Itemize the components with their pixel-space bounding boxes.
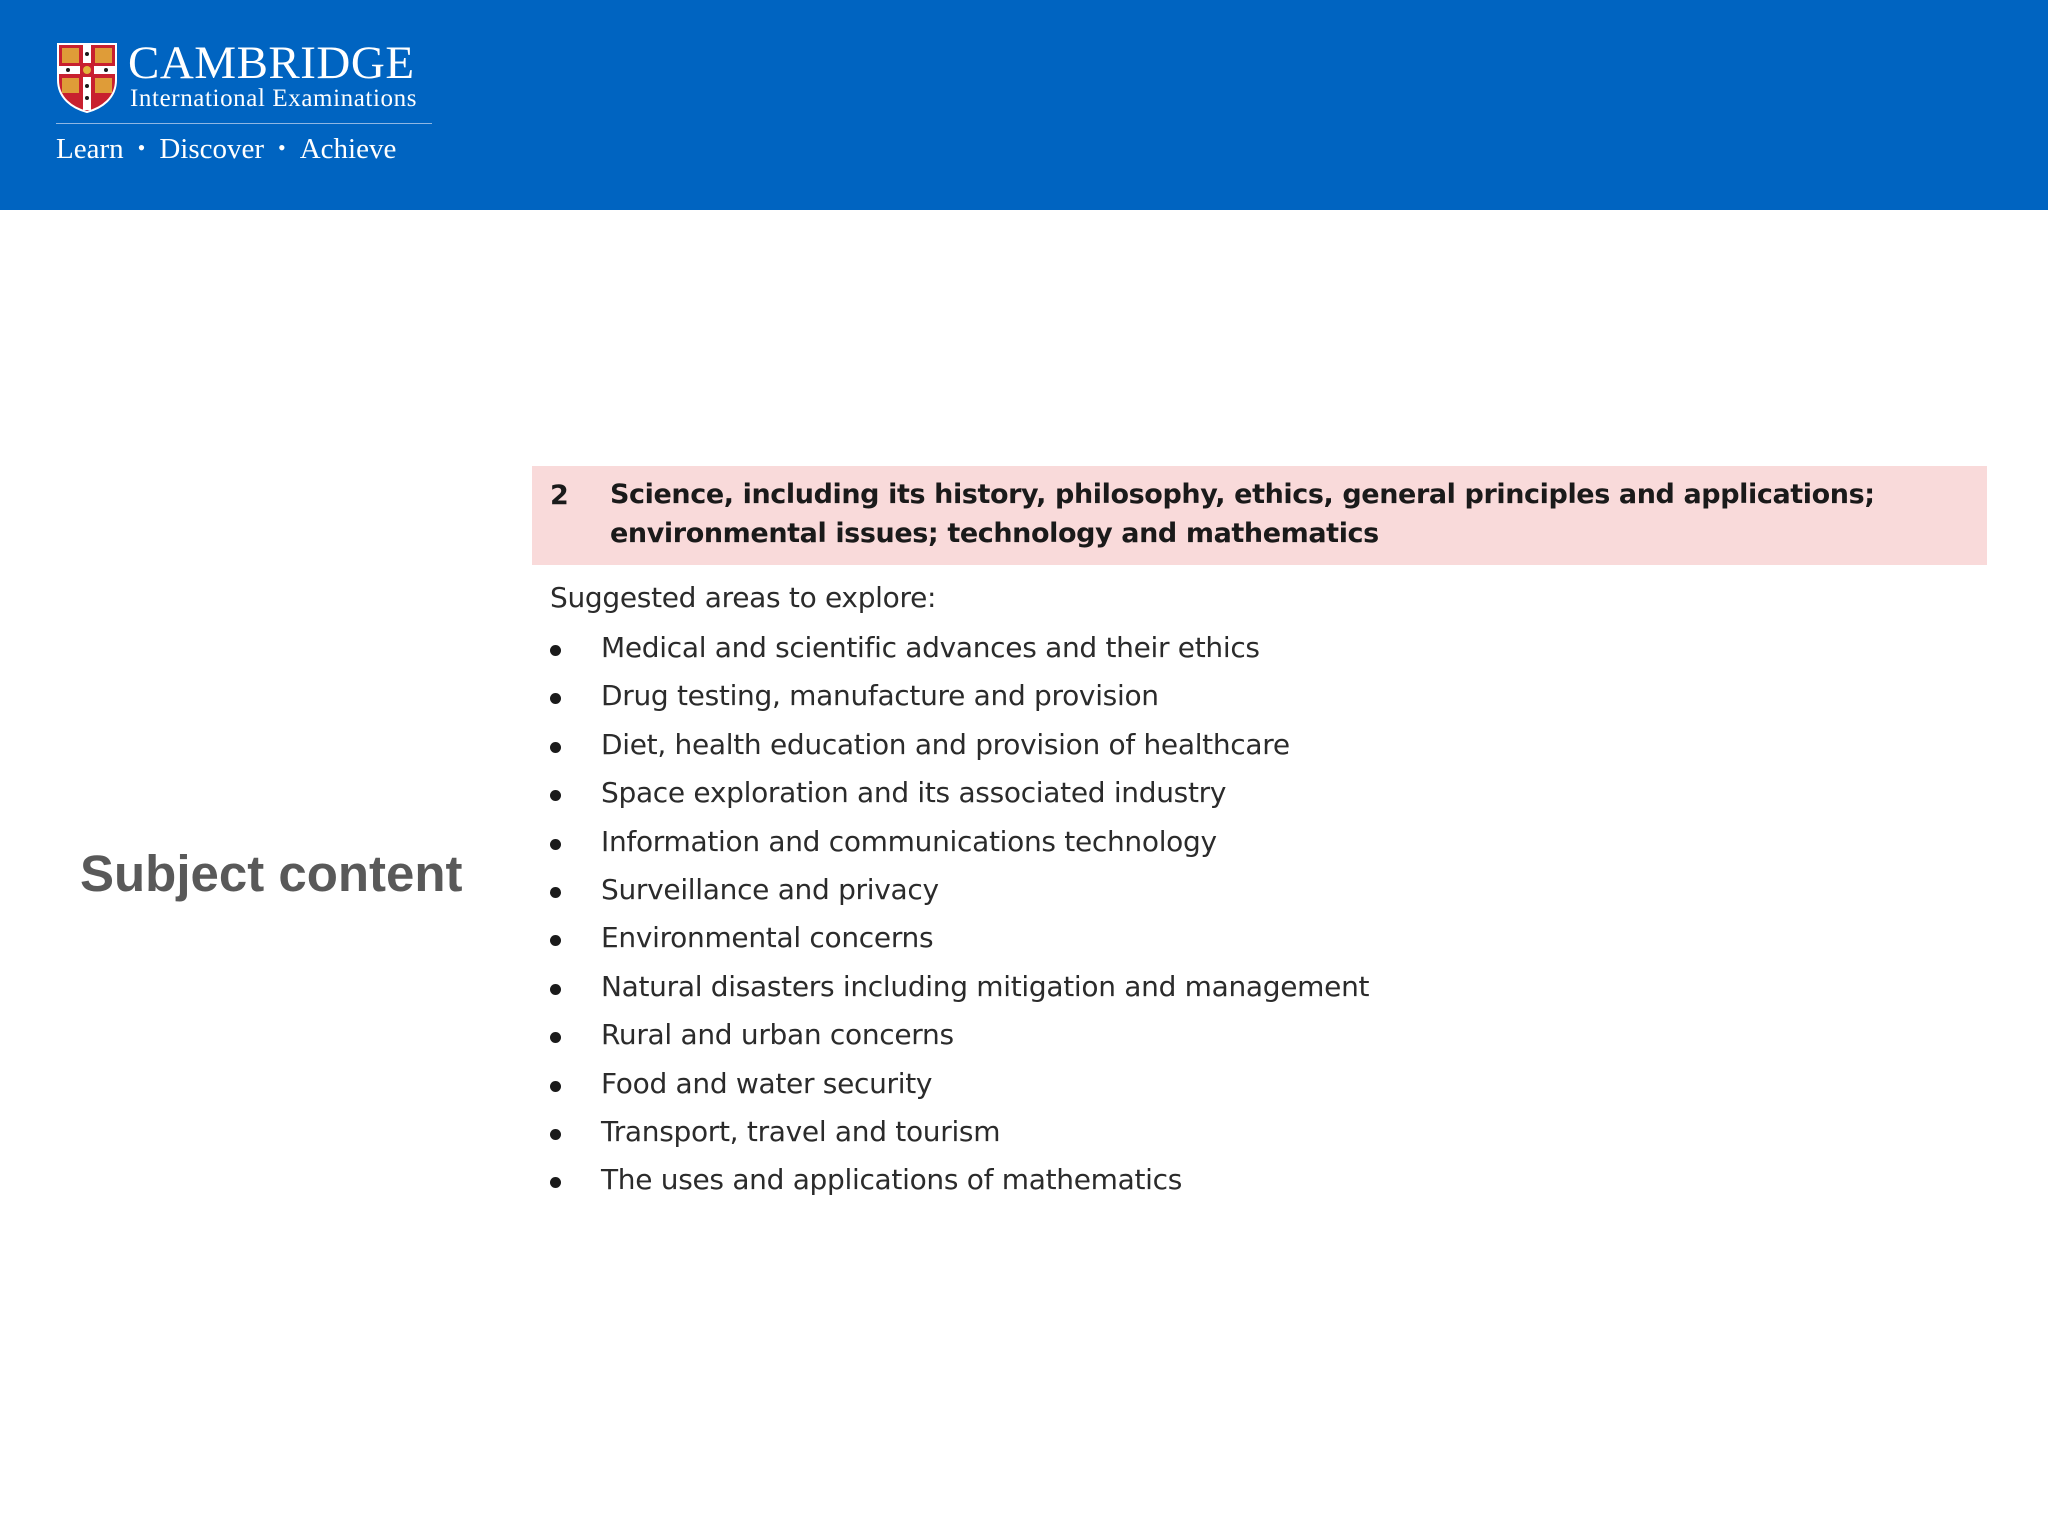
- header-banner: [0, 0, 2048, 210]
- topic-text: Natural disasters including mitigation and management: [601, 969, 1370, 1003]
- tagline-word-discover: Discover: [159, 133, 265, 165]
- topic-text: Environmental concerns: [601, 921, 934, 955]
- bullet-icon: [550, 645, 561, 656]
- bullet-icon: [550, 887, 561, 898]
- topic-text: The uses and applications of mathematics: [601, 1163, 1182, 1197]
- brand-subtitle: International Examinations: [130, 85, 418, 112]
- section-heading: Science, including its history, philosophy, ethics, general principles and applications; environmental issues; technology and mathematics: [610, 479, 1875, 549]
- crest-icon: [56, 42, 118, 114]
- topic-text: Diet, health education and provision of healthcare: [601, 727, 1290, 761]
- syllabus-excerpt: [532, 466, 1987, 1226]
- bullet-icon: [550, 742, 561, 753]
- section-heading-band: [532, 466, 1987, 565]
- tagline: [56, 135, 436, 164]
- topic-text: Rural and urban concerns: [601, 1018, 954, 1052]
- suggested-areas-label: Suggested areas to explore:: [550, 581, 937, 614]
- topic-text: Space exploration and its associated industry: [601, 776, 1227, 810]
- bullet-icon: [550, 790, 561, 801]
- tagline-separator-dot: •: [137, 135, 146, 160]
- bullet-icon: [550, 1129, 561, 1140]
- topic-text: Medical and scientific advances and their ethics: [601, 631, 1260, 664]
- bullet-icon: [550, 1032, 561, 1043]
- bullet-icon: [550, 839, 561, 850]
- section-number: 2: [550, 480, 569, 511]
- tagline-word-achieve: Achieve: [299, 133, 397, 165]
- topic-text: Information and communications technology: [601, 824, 1217, 858]
- tagline-word-learn: Learn: [56, 133, 124, 165]
- bullet-icon: [550, 984, 561, 995]
- bullet-icon: [550, 1177, 561, 1188]
- logo-divider: [56, 123, 432, 124]
- cambridge-logo: [56, 37, 436, 170]
- tagline-separator-dot: •: [278, 135, 286, 160]
- bullet-icon: [550, 935, 561, 946]
- topic-text: Food and water security: [601, 1066, 933, 1100]
- topic-text: Surveillance and privacy: [601, 872, 939, 906]
- slide-title: Subject content: [80, 845, 463, 902]
- bullet-icon: [550, 693, 561, 704]
- topic-text: Drug testing, manufacture and provision: [601, 679, 1159, 713]
- topic-text: Transport, travel and tourism: [601, 1114, 1001, 1148]
- brand-name: CAMBRIDGE: [128, 37, 415, 89]
- bullet-icon: [550, 1081, 561, 1092]
